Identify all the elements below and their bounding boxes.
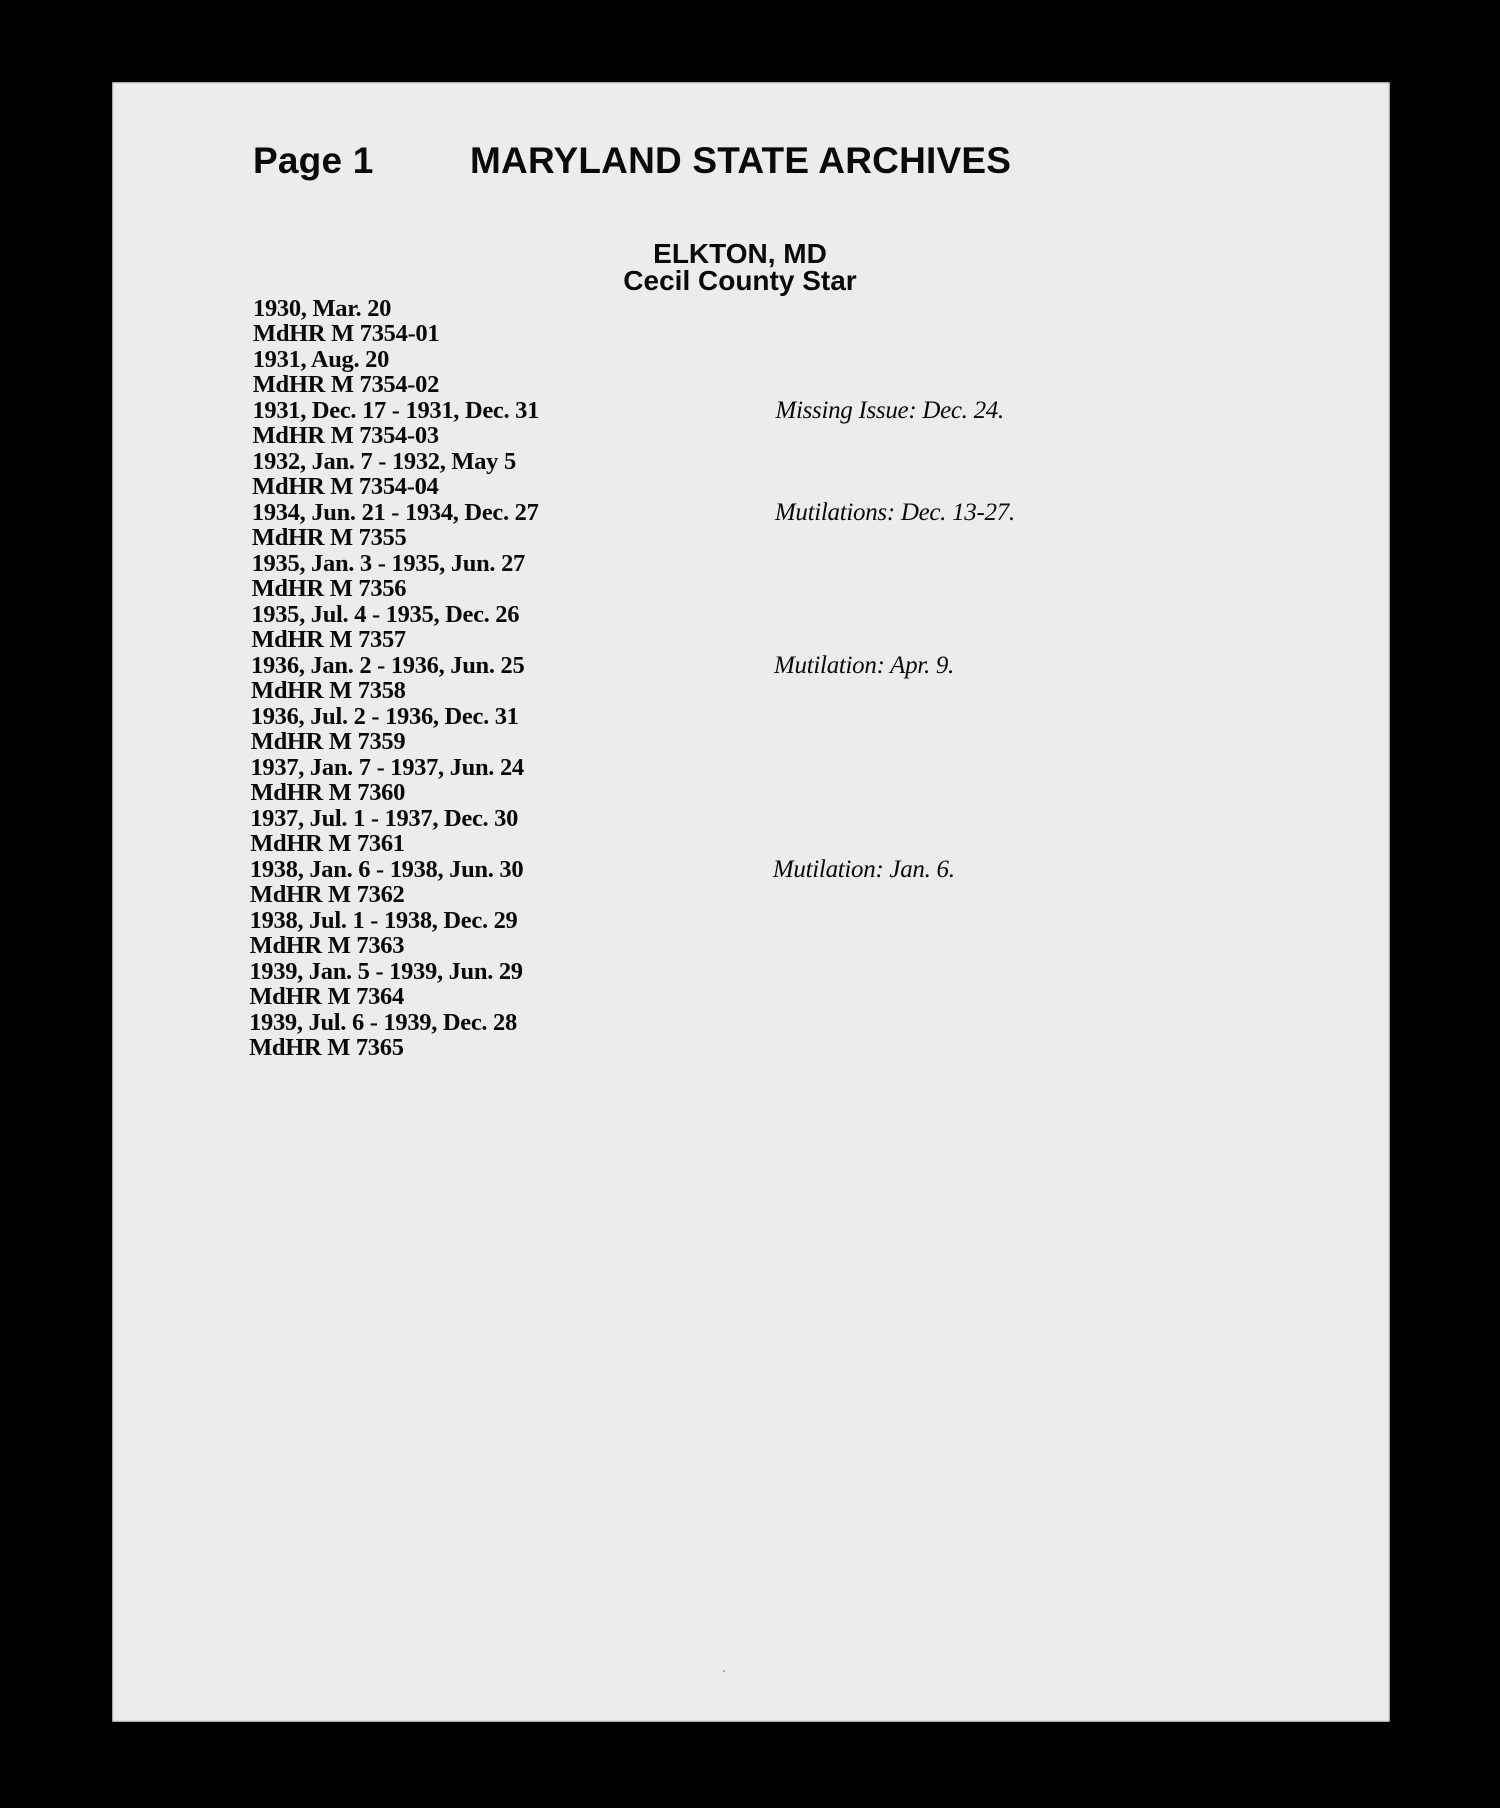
newspaper-title: Cecil County Star — [623, 265, 857, 296]
place-city: ELKTON, MD — [653, 238, 827, 269]
entry-call-number: MdHR M 7357 — [251, 626, 406, 653]
entry-note: Mutilation: Jan. 6. — [772, 856, 955, 883]
entry-note: Mutilation: Apr. 9. — [774, 652, 954, 679]
entry-call-number: MdHR M 7355 — [251, 524, 407, 551]
paper-speck — [723, 1670, 725, 1672]
archive-title: MARYLAND STATE ARCHIVES — [470, 140, 1012, 181]
entry-dates: 1937, Jul. 1 - 1937, Dec. 30 — [250, 805, 519, 832]
entry-call-number: MdHR M 7354-03 — [252, 422, 439, 449]
entry-note: Mutilations: Dec. 13-27. — [774, 499, 1015, 526]
entry-call-number: MdHR M 7359 — [250, 728, 406, 755]
entry-call-number: MdHR M 7364 — [249, 983, 404, 1010]
entry-dates: 1938, Jul. 1 - 1938, Dec. 29 — [249, 907, 518, 934]
entry-call-number: MdHR M 7365 — [249, 1034, 404, 1061]
page-label: Page 1 — [253, 140, 374, 181]
entry-dates: 1936, Jul. 2 - 1936, Dec. 31 — [250, 703, 519, 730]
entry-call-number: MdHR M 7363 — [249, 932, 405, 959]
entry-call-number: MdHR M 7360 — [250, 779, 406, 806]
entry-dates: 1931, Aug. 20 — [252, 346, 390, 373]
entry-call-number: MdHR M 7354-01 — [253, 320, 440, 347]
entry-dates: 1936, Jan. 2 - 1936, Jun. 25 — [251, 652, 525, 679]
entry-call-number: MdHR M 7362 — [249, 881, 405, 908]
entry-dates: 1939, Jan. 5 - 1939, Jun. 29 — [249, 958, 523, 985]
entry-dates: 1932, Jan. 7 - 1932, May 5 — [252, 448, 516, 475]
entry-dates: 1938, Jan. 6 - 1938, Jun. 30 — [249, 856, 524, 883]
entry-dates: 1930, Mar. 20 — [253, 295, 392, 322]
entry-call-number: MdHR M 7354-04 — [252, 473, 439, 500]
entry-call-number: MdHR M 7358 — [251, 677, 406, 704]
entry-dates: 1939, Jul. 6 - 1939, Dec. 28 — [249, 1009, 517, 1036]
entry-dates: 1931, Dec. 17 - 1931, Dec. 31 — [252, 397, 540, 424]
entry-call-number: MdHR M 7361 — [250, 830, 405, 857]
entry-dates: 1935, Jul. 4 - 1935, Dec. 26 — [251, 601, 520, 628]
entry-call-number: MdHR M 7356 — [251, 575, 407, 602]
entry-dates: 1937, Jan. 7 - 1937, Jun. 24 — [250, 754, 524, 781]
entry-note: Missing Issue: Dec. 24. — [775, 397, 1004, 424]
entry-dates: 1934, Jun. 21 - 1934, Dec. 27 — [251, 499, 539, 526]
entry-call-number: MdHR M 7354-02 — [252, 371, 440, 398]
entry-dates: 1935, Jan. 3 - 1935, Jun. 27 — [251, 550, 525, 577]
